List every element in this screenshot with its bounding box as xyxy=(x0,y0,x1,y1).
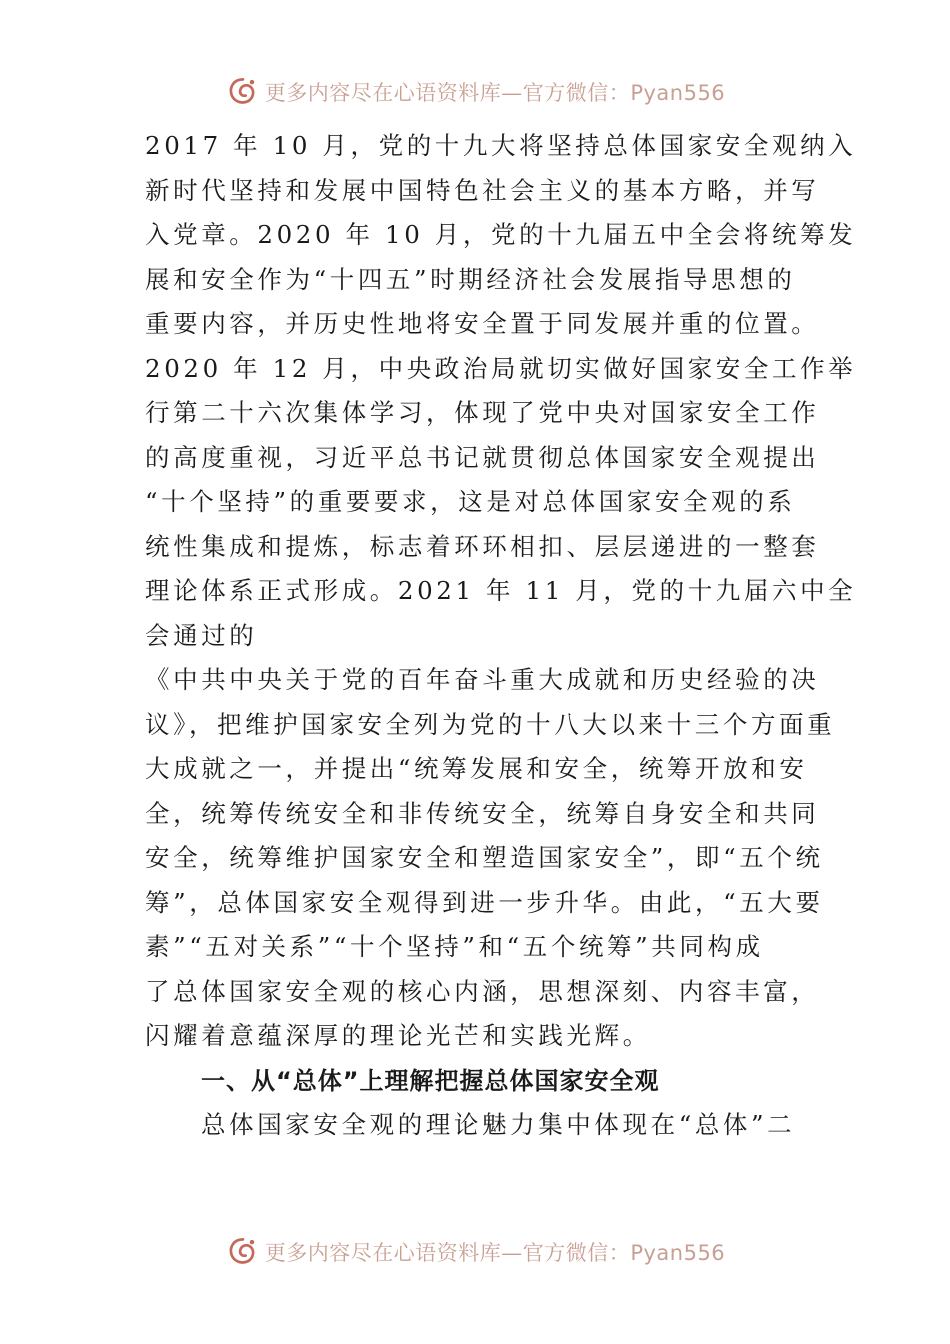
paragraph-line: 理论体系正式形成。2021 年 11 月，党的十九届六中全 xyxy=(145,576,857,605)
watermark-footer xyxy=(0,1232,950,1272)
swirl-logo-icon xyxy=(225,74,261,110)
paragraph-line: 大成就之一，并提出“统筹发展和安全，统筹开放和安 xyxy=(145,754,808,783)
paragraph-line: 2017 年 10 月，党的十九大将坚持总体国家安全观纳入 xyxy=(145,131,857,160)
document-body xyxy=(145,124,857,1148)
paragraph-line: 会通过的 xyxy=(145,620,258,650)
paragraph-line: 议》，把维护国家安全列为党的十八大以来十三个方面重 xyxy=(145,709,836,739)
watermark-header xyxy=(0,72,950,112)
watermark-id: Pyan556 xyxy=(630,1241,726,1265)
paragraph-line: 入党章。2020 年 10 月，党的十九届五中全会将统筹发 xyxy=(145,220,857,249)
paragraph-line: “十个坚持”的重要要求，这是对总体国家安全观的系 xyxy=(145,487,796,516)
paragraph-line: 筹”，总体国家安全观得到进一步升华。由此，“五大要 xyxy=(145,887,824,917)
paragraph-line: 了总体国家安全观的核心内涵，思想深刻、内容丰富， xyxy=(145,976,820,1006)
paragraph-line: 安全，统筹维护国家安全和塑造国家安全”，即“五个统 xyxy=(145,843,824,872)
watermark-text: 更多内容尽在心语资料库—官方微信：Pyan556 xyxy=(264,1241,726,1265)
paragraph-line: 的高度重视，习近平总书记就贯彻总体国家安全观提出 xyxy=(145,442,820,472)
paragraph-line: 行第二十六次集体学习，体现了党中央对国家安全工作 xyxy=(145,398,820,427)
paragraph-line: 统性集成和提炼，标志着环环相扣、层层递进的一整套 xyxy=(145,531,820,561)
paragraph-line: 新时代坚持和发展中国特色社会主义的基本方略，并写 xyxy=(145,175,820,205)
swirl-logo-icon xyxy=(225,1234,261,1270)
paragraph-line: 展和安全作为“十四五”时期经济社会发展指导思想的 xyxy=(145,264,796,294)
watermark-text: 更多内容尽在心语资料库—官方微信：Pyan556 xyxy=(264,81,726,105)
paragraph-line: 《中共中央关于党的百年奋斗重大成就和历史经验的决 xyxy=(145,665,820,694)
paragraph-line: 2020 年 12 月，中央政治局就切实做好国家安全工作举 xyxy=(145,353,857,383)
paragraph-line: 素”“五对关系”“十个坚持”和“五个统筹”共同构成 xyxy=(145,932,764,961)
paragraph-line: 重要内容，并历史性地将安全置于同发展并重的位置。 xyxy=(145,309,820,338)
section-heading: 一、从“总体”上理解把握总体国家安全观 xyxy=(201,1066,660,1095)
paragraph-line: 全，统筹传统安全和非传统安全，统筹自身安全和共同 xyxy=(145,798,820,828)
paragraph-line: 闪耀着意蕴深厚的理论光芒和实践光辉。 xyxy=(145,1021,651,1050)
paragraph-line: 总体国家安全观的理论魅力集中体现在“总体”二 xyxy=(201,1110,796,1139)
watermark-id: Pyan556 xyxy=(630,81,726,105)
